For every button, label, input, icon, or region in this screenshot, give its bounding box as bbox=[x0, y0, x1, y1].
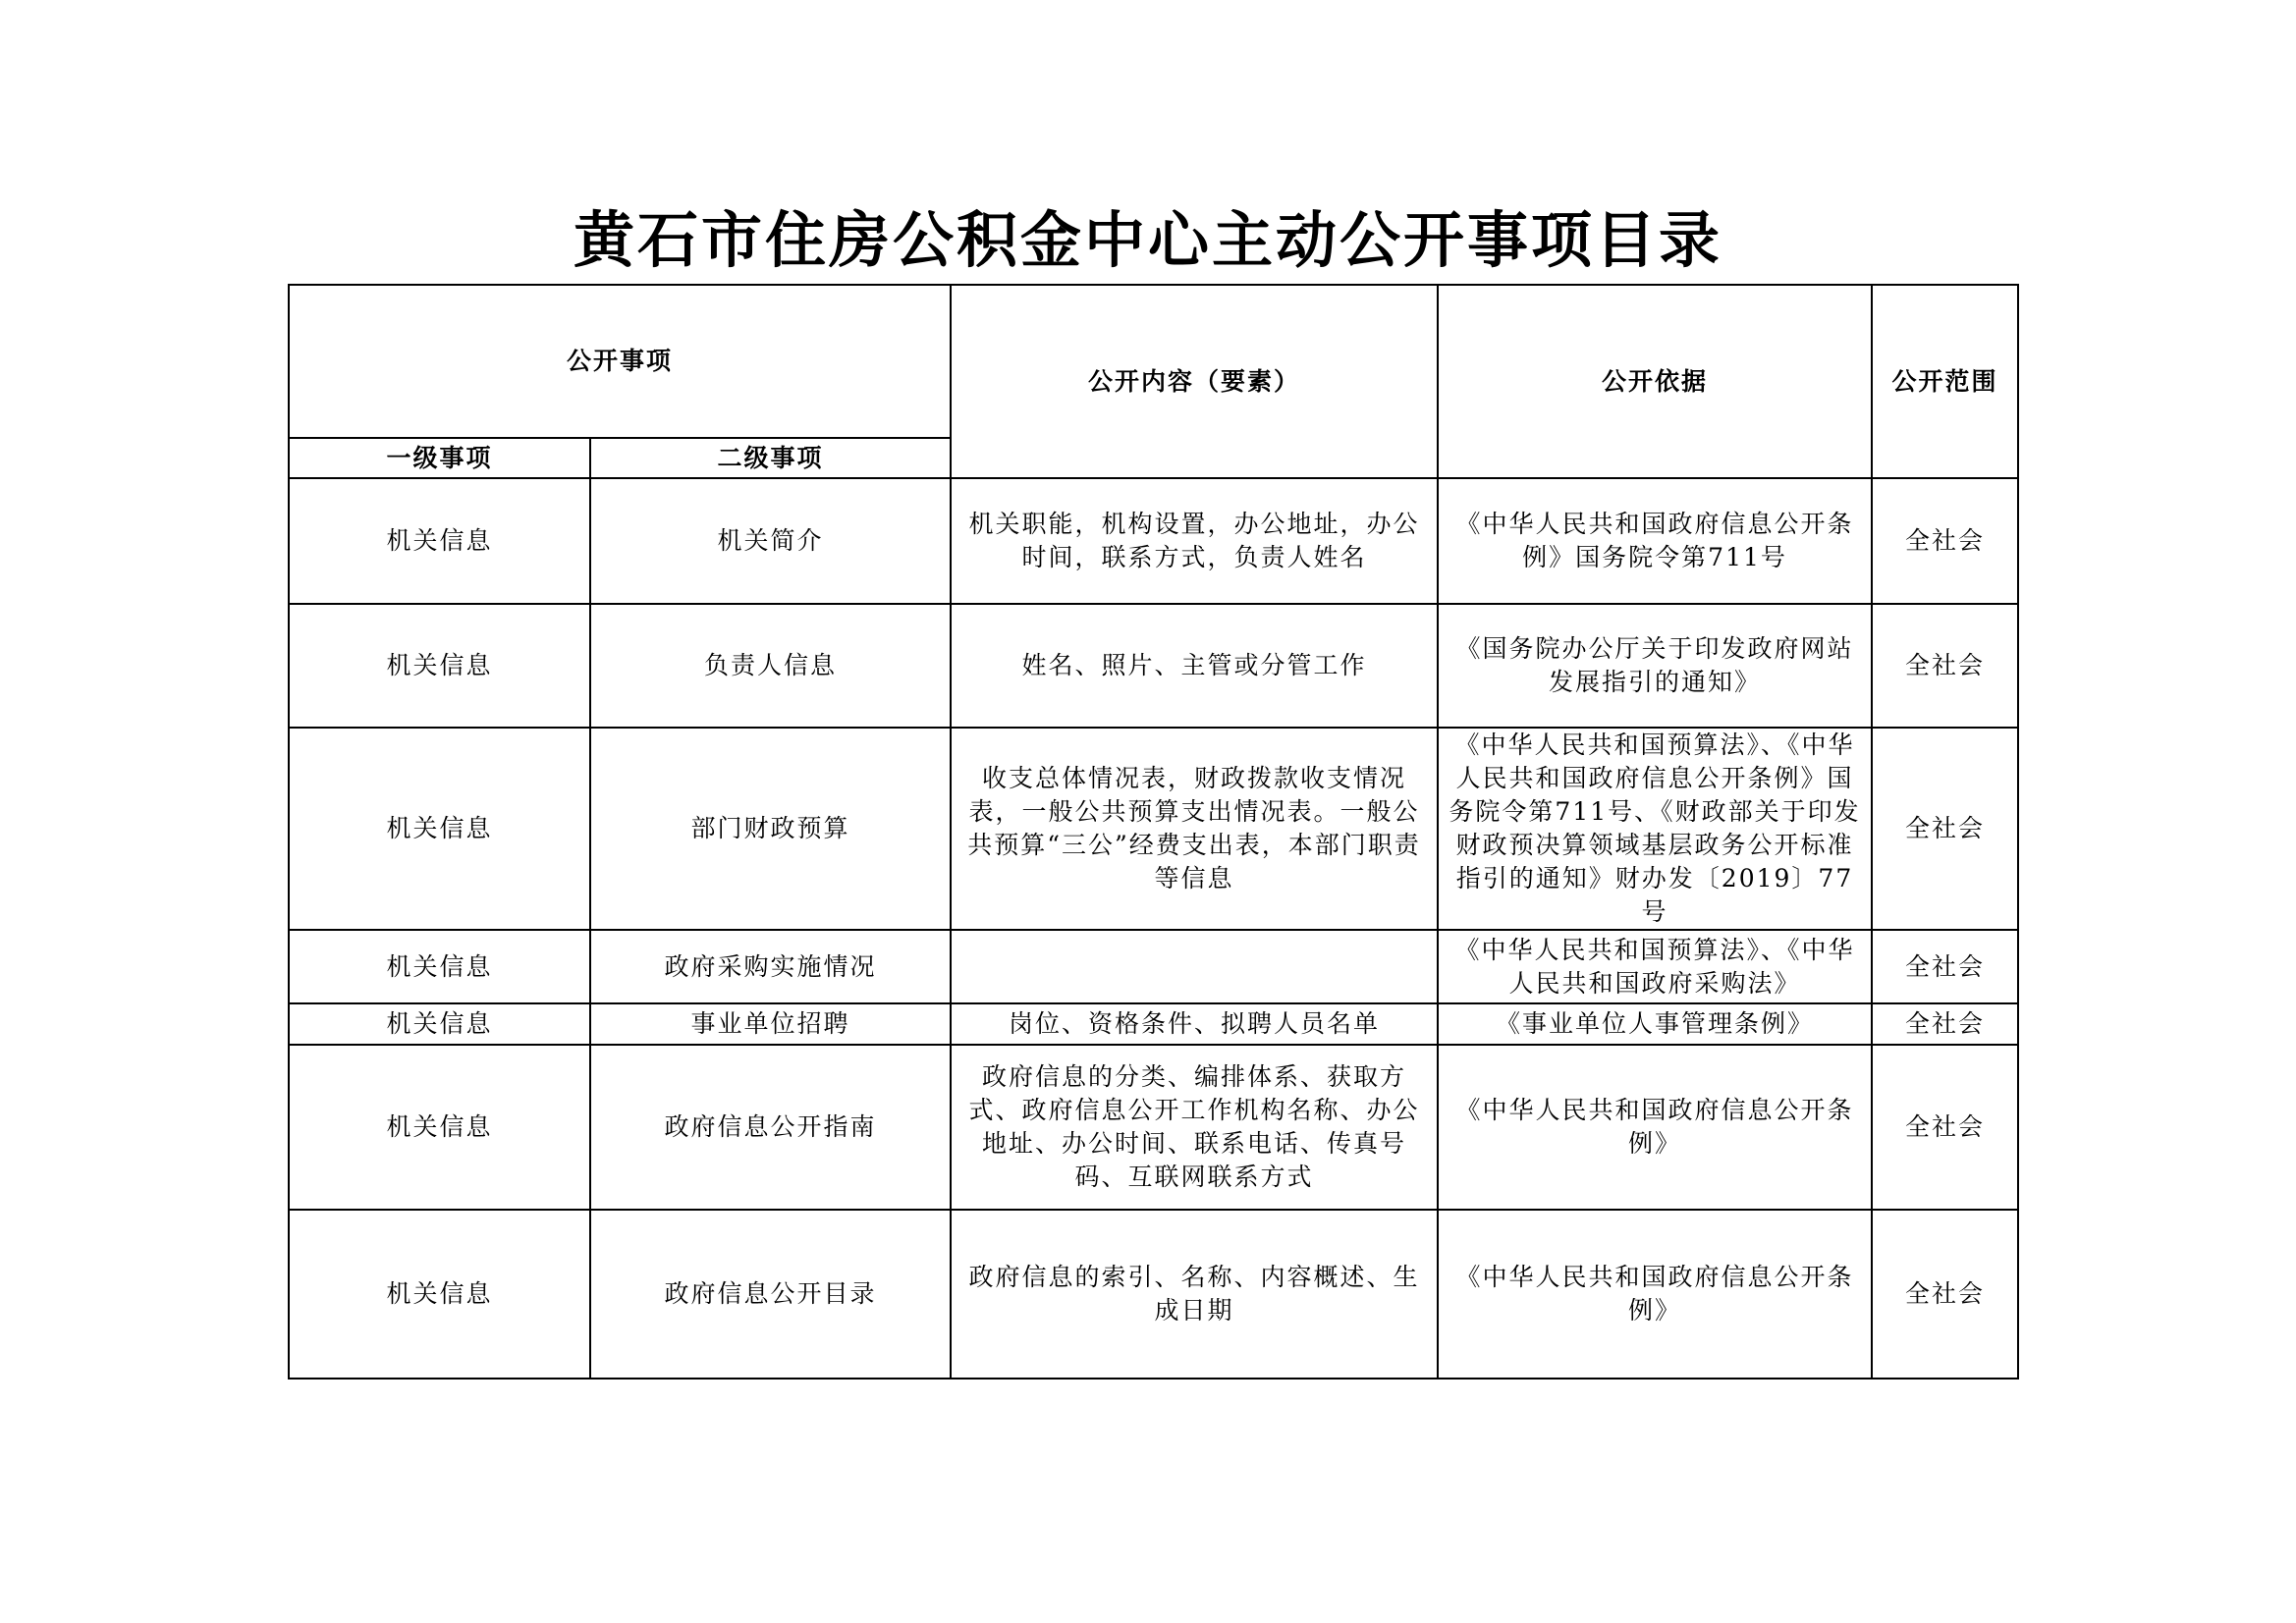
cell-level1: 机关信息 bbox=[289, 728, 590, 930]
cell-level1: 机关信息 bbox=[289, 930, 590, 1003]
cell-content: 政府信息的分类、编排体系、获取方式、政府信息公开工作机构名称、办公地址、办公时间、联系电话、传真号码、互联网联系方式 bbox=[951, 1045, 1438, 1210]
table-row bbox=[289, 1210, 2018, 1379]
cell-level2: 政府信息公开目录 bbox=[590, 1210, 951, 1379]
header-level1: 一级事项 bbox=[289, 438, 590, 478]
cell-content: 岗位、资格条件、拟聘人员名单 bbox=[951, 1003, 1438, 1045]
cell-basis: 《事业单位人事管理条例》 bbox=[1438, 1003, 1872, 1045]
cell-level1: 机关信息 bbox=[289, 478, 590, 604]
table-row bbox=[289, 478, 2018, 604]
cell-level2: 事业单位招聘 bbox=[590, 1003, 951, 1045]
header-content: 公开内容（要素） bbox=[951, 285, 1438, 478]
table-row bbox=[289, 930, 2018, 1003]
cell-scope: 全社会 bbox=[1872, 604, 2018, 728]
cell-level2: 政府采购实施情况 bbox=[590, 930, 951, 1003]
header-item: 公开事项 bbox=[289, 285, 951, 438]
header-scope: 公开范围 bbox=[1872, 285, 2018, 478]
header-row bbox=[289, 285, 2018, 438]
cell-content bbox=[951, 930, 1438, 1003]
cell-basis: 《中华人民共和国政府信息公开条例》国务院令第711号 bbox=[1438, 478, 1872, 604]
cell-scope: 全社会 bbox=[1872, 1210, 2018, 1379]
cell-basis: 《中华人民共和国预算法》、《中华人民共和国政府采购法》 bbox=[1438, 930, 1872, 1003]
cell-basis: 《中华人民共和国政府信息公开条例》 bbox=[1438, 1210, 1872, 1379]
cell-scope: 全社会 bbox=[1872, 1003, 2018, 1045]
cell-scope: 全社会 bbox=[1872, 728, 2018, 930]
cell-scope: 全社会 bbox=[1872, 1045, 2018, 1210]
cell-level1: 机关信息 bbox=[289, 1045, 590, 1210]
table-row bbox=[289, 604, 2018, 728]
table-row bbox=[289, 1003, 2018, 1045]
cell-content: 收支总体情况表，财政拨款收支情况表，一般公共预算支出情况表。一般公共预算“三公”经费支出表，本部门职责等信息 bbox=[951, 728, 1438, 930]
page-title: 黄石市住房公积金中心主动公开事项目录 bbox=[573, 204, 1722, 276]
cell-level2: 负责人信息 bbox=[590, 604, 951, 728]
table-row bbox=[289, 1045, 2018, 1210]
disclosure-table bbox=[288, 284, 2019, 1380]
table-row bbox=[289, 728, 2018, 930]
cell-basis: 《中华人民共和国预算法》、《中华人民共和国政府信息公开条例》国务院令第711号、《财政部关于印发财政预决算领域基层政务公开标准指引的通知》财办发〔2019〕77号 bbox=[1438, 728, 1872, 930]
header-level2: 二级事项 bbox=[590, 438, 951, 478]
cell-level1: 机关信息 bbox=[289, 604, 590, 728]
cell-level2: 部门财政预算 bbox=[590, 728, 951, 930]
cell-level2: 政府信息公开指南 bbox=[590, 1045, 951, 1210]
header-basis: 公开依据 bbox=[1438, 285, 1872, 478]
cell-content: 机关职能，机构设置，办公地址，办公时间，联系方式，负责人姓名 bbox=[951, 478, 1438, 604]
cell-level2: 机关简介 bbox=[590, 478, 951, 604]
cell-level1: 机关信息 bbox=[289, 1003, 590, 1045]
cell-level1: 机关信息 bbox=[289, 1210, 590, 1379]
cell-basis: 《国务院办公厅关于印发政府网站发展指引的通知》 bbox=[1438, 604, 1872, 728]
cell-content: 姓名、照片、主管或分管工作 bbox=[951, 604, 1438, 728]
cell-content: 政府信息的索引、名称、内容概述、生成日期 bbox=[951, 1210, 1438, 1379]
cell-scope: 全社会 bbox=[1872, 930, 2018, 1003]
cell-scope: 全社会 bbox=[1872, 478, 2018, 604]
cell-basis: 《中华人民共和国政府信息公开条例》 bbox=[1438, 1045, 1872, 1210]
